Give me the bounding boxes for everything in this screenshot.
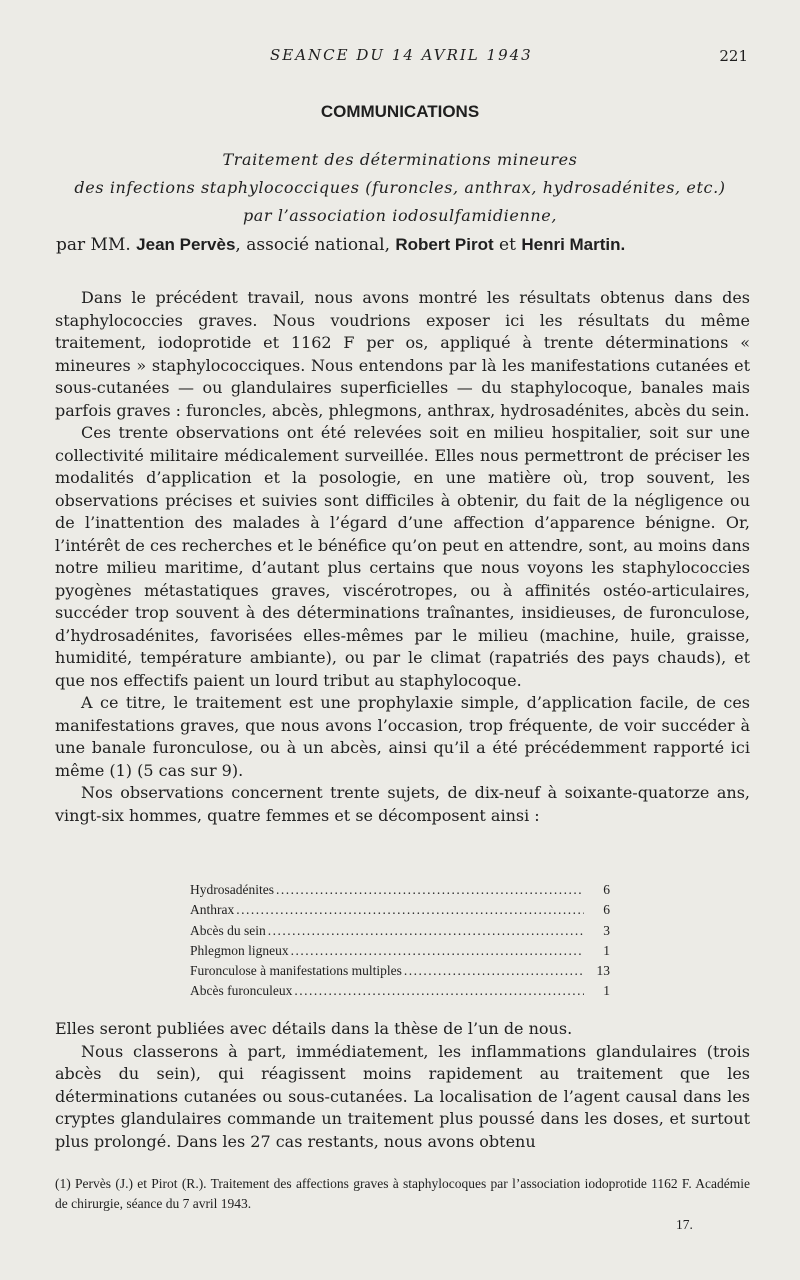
section-title: COMMUNICATIONS	[320, 102, 480, 121]
authors-prefix: par MM.	[56, 235, 131, 255]
case-label: Hydrosadénites	[190, 882, 274, 897]
case-count: 6	[603, 882, 610, 897]
case-row	[190, 981, 610, 1001]
running-head: SEANCE DU 14 AVRIL 1943	[270, 46, 533, 64]
authors-conjunction: et	[499, 235, 516, 255]
author-3: Henri Martin.	[521, 235, 626, 254]
case-count: 6	[603, 902, 610, 918]
paragraph: Elles seront publiées avec détails dans la thèse de l’un de nous.	[55, 1019, 573, 1038]
author-1-role: , associé national,	[235, 235, 390, 255]
case-label: Phlegmon ligneux	[190, 942, 289, 958]
author-1: Jean Pervès	[136, 235, 236, 254]
author-2: Robert Pirot	[395, 235, 494, 254]
leader-dots	[291, 941, 584, 961]
case-row	[190, 900, 610, 920]
paragraph: Ces trente observations ont été relevées soit en milieu hospitalier, soit sur une collectivité militaire médicalement surveillée. Elles nous permettront de préciser les modalités d’application et la posologie, en une matière où, trop souvent, les observations précises et suivies sont difficiles à obtenir, du fait de la négligence ou de l’inattention des malades à l’égard d’une affection d’apparence bénigne. Or, l’intérêt de ces recherches et le bénéfice qu’on peut en attendre, sont, au moins dans notre milieu maritime, d’autant plus certains que nous voyons les staphylococcies pyogènes métastatiques graves, viscérotropes, ou à affinités ostéo-articulaires, succéder trop souvent à des déterminations traînantes, insidieuses, de furonculose, d’hydrosadénites, favorisées elles-mêmes par le milieu (machine, huile, graisse, humidité, température ambiante), ou par le climat (rapatriés des pays chauds), et que nos effectifs paient un lourd tribut au staphylocoque.	[55, 423, 750, 690]
paragraph: Nos observations concernent trente sujets, de dix-neuf à soixante-quatorze ans, vingt-six hommes, quatre femmes et se décomposent ainsi :	[55, 783, 750, 825]
case-count: 13	[596, 963, 610, 979]
case-label: Abcès furonculeux	[190, 983, 293, 999]
case-count: 1	[603, 942, 610, 958]
case-row	[190, 921, 610, 941]
paragraph: Nous classerons à part, immédiatement, les inflammations glandulaires (trois abcès du sein), qui réagissent moins rapidement au traitement que les déterminations cutanées ou sous-cutanées. La localisation de l’agent causal dans les cryptes glandulaires commande un traitement plus poussé dans les doses, et surtout plus prolongé. Dans les 27 cas restants, nous avons obtenu	[55, 1041, 750, 1151]
paragraph: A ce titre, le traitement est une prophylaxie simple, d’application facile, de ces manifestations graves, que nous avons l’occasion, trop fréquente, de voir succéder à une banale furonculose, ou à un abcès, ainsi qu’il a été précédemment rapporté ici même (1) (5 cas sur 9).	[55, 693, 750, 780]
signature-mark: 17.	[676, 1217, 693, 1232]
body-text	[55, 287, 750, 827]
paragraph: Dans le précédent travail, nous avons montré les résultats obtenus dans des staphylococcies graves. Nous voudrions exposer ici les résultats du même traitement, iodoprotide et 1162 F per os, appliqué à trente déterminations « mineures » staphylococciques. Nous entendons par là les manifestations cutanées et sous-cutanées — ou glandulaires superficielles — du staphylocoque, banales mais parfois graves : furoncles, abcès, phlegmons, anthrax, hydrosadénites, abcès du sein.	[55, 288, 750, 420]
case-label: Abcès du sein	[190, 922, 266, 938]
case-label: Anthrax	[190, 902, 235, 918]
case-row	[190, 880, 610, 900]
leader-dots	[294, 981, 584, 1001]
leader-dots	[236, 900, 584, 920]
authors-line	[56, 232, 756, 258]
leader-dots	[404, 961, 584, 981]
case-row	[190, 961, 610, 981]
page-number: 221	[719, 47, 748, 65]
leader-dots	[268, 921, 584, 941]
case-count: 1	[603, 983, 610, 999]
title-line-1: Traitement des déterminations mineures	[222, 150, 578, 169]
case-table	[190, 880, 610, 1002]
title-line-3: par l’association iodosulfamidienne,	[242, 206, 558, 225]
leader-dots	[276, 880, 584, 900]
case-count: 3	[603, 922, 610, 938]
case-row	[190, 941, 610, 961]
footnote: (1) Pervès (J.) et Pirot (R.). Traitement des affections graves à staphylocoques par l’association iodoprotide 1162 F. Académie de chirurgie, séance du 7 avril 1943.	[55, 1176, 750, 1211]
body-text-continued	[55, 1018, 750, 1153]
title-line-2: des infections staphylococciques (furoncles, anthrax, hydrosadénites, etc.)	[74, 178, 726, 197]
case-label: Furonculose à manifestations multiples	[190, 963, 402, 979]
article-title	[50, 146, 750, 230]
